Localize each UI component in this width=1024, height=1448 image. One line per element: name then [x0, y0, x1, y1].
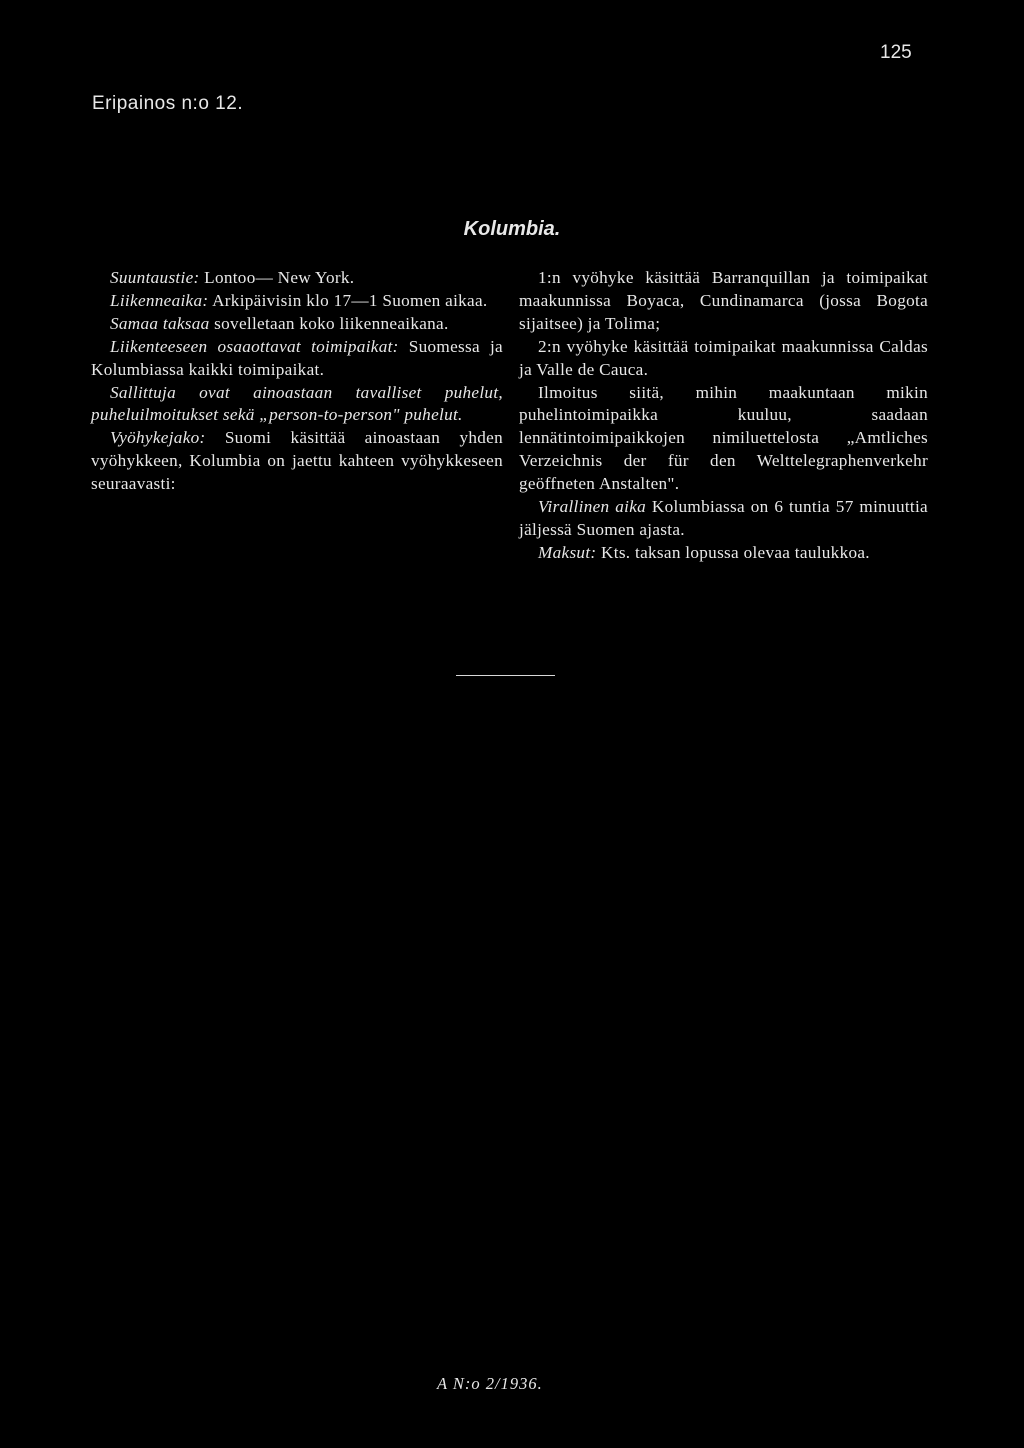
right-column: [519, 267, 928, 565]
hours-paragraph: [91, 290, 503, 313]
footer-reference: A N:o 2/1936.: [437, 1374, 543, 1393]
zones-paragraph: [91, 427, 503, 496]
zone2-paragraph: [519, 336, 928, 382]
zone1-text: 1:n vyöhyke käsittää Barranquillan ja toimipaikat maakunnissa Boyaca, Cundinamarca (jossa Bogota sijaitsee) ja Tolima;: [519, 268, 928, 333]
time-label: Virallinen aika: [538, 497, 647, 517]
route-label: Suuntaustie:: [110, 268, 200, 287]
page-title: Kolumbia.: [463, 218, 561, 240]
info-text: Ilmoitus siitä, mihin maakuntaan mikin puhelintoimipaikka kuuluu, saadaan lennätintoimipaikkojen nimiluettelosta „Amtliches Verzeichnis der für den Welttelegraphenverkehr geöffneten Anstalten".: [519, 382, 928, 494]
fees-text: Kts. taksan lopussa olevaa taulukkoa.: [601, 542, 870, 562]
tariff-text: sovelletaan koko liikenneaikana.: [214, 313, 449, 333]
hours-text: Arkipäivisin klo 17—1 Suomen aikaa.: [212, 290, 488, 310]
tariff-paragraph: [91, 313, 503, 336]
fees-label: Maksut:: [538, 542, 597, 562]
offices-paragraph: [91, 336, 503, 382]
zones-text: Suomi käsittää ainoastaan yhden vyöhykkeen, Kolumbia on jaettu kahteen vyöhykkeseen seuraavasti:: [91, 428, 503, 494]
allowed-paragraph: [91, 382, 503, 428]
route-paragraph: [91, 267, 503, 290]
section-divider: [456, 675, 555, 676]
zone2-text: 2:n vyöhyke käsittää toimipaikat maakunnissa Caldas ja Valle de Cauca.: [519, 336, 928, 379]
hours-label: Liikenneaika:: [110, 290, 209, 310]
tariff-label: Samaa taksaa: [110, 313, 210, 333]
page-number: 125: [880, 42, 912, 63]
zone1-paragraph: [519, 267, 928, 336]
offices-label: Liikenteeseen osaaottavat toimipaikat:: [110, 336, 399, 356]
fees-paragraph: [519, 542, 928, 565]
offices-text: Suomessa ja Kolumbiassa kaikki toimipaikat.: [91, 336, 503, 379]
info-paragraph: [519, 382, 928, 497]
left-column: [91, 267, 503, 496]
route-text: Lontoo— New York.: [204, 268, 355, 287]
reprint-label: Eripainos n:o 12.: [92, 93, 244, 114]
allowed-text: Sallittuja ovat ainoastaan tavalliset puhelut, puheluilmoitukset sekä „person-to-person" puhelut.: [91, 382, 503, 425]
time-text: Kolumbiassa on 6 tuntia 57 minuuttia jäljessä Suomen ajasta.: [519, 497, 928, 539]
time-paragraph: [519, 496, 928, 542]
zones-label: Vyöhykejako:: [110, 428, 206, 448]
